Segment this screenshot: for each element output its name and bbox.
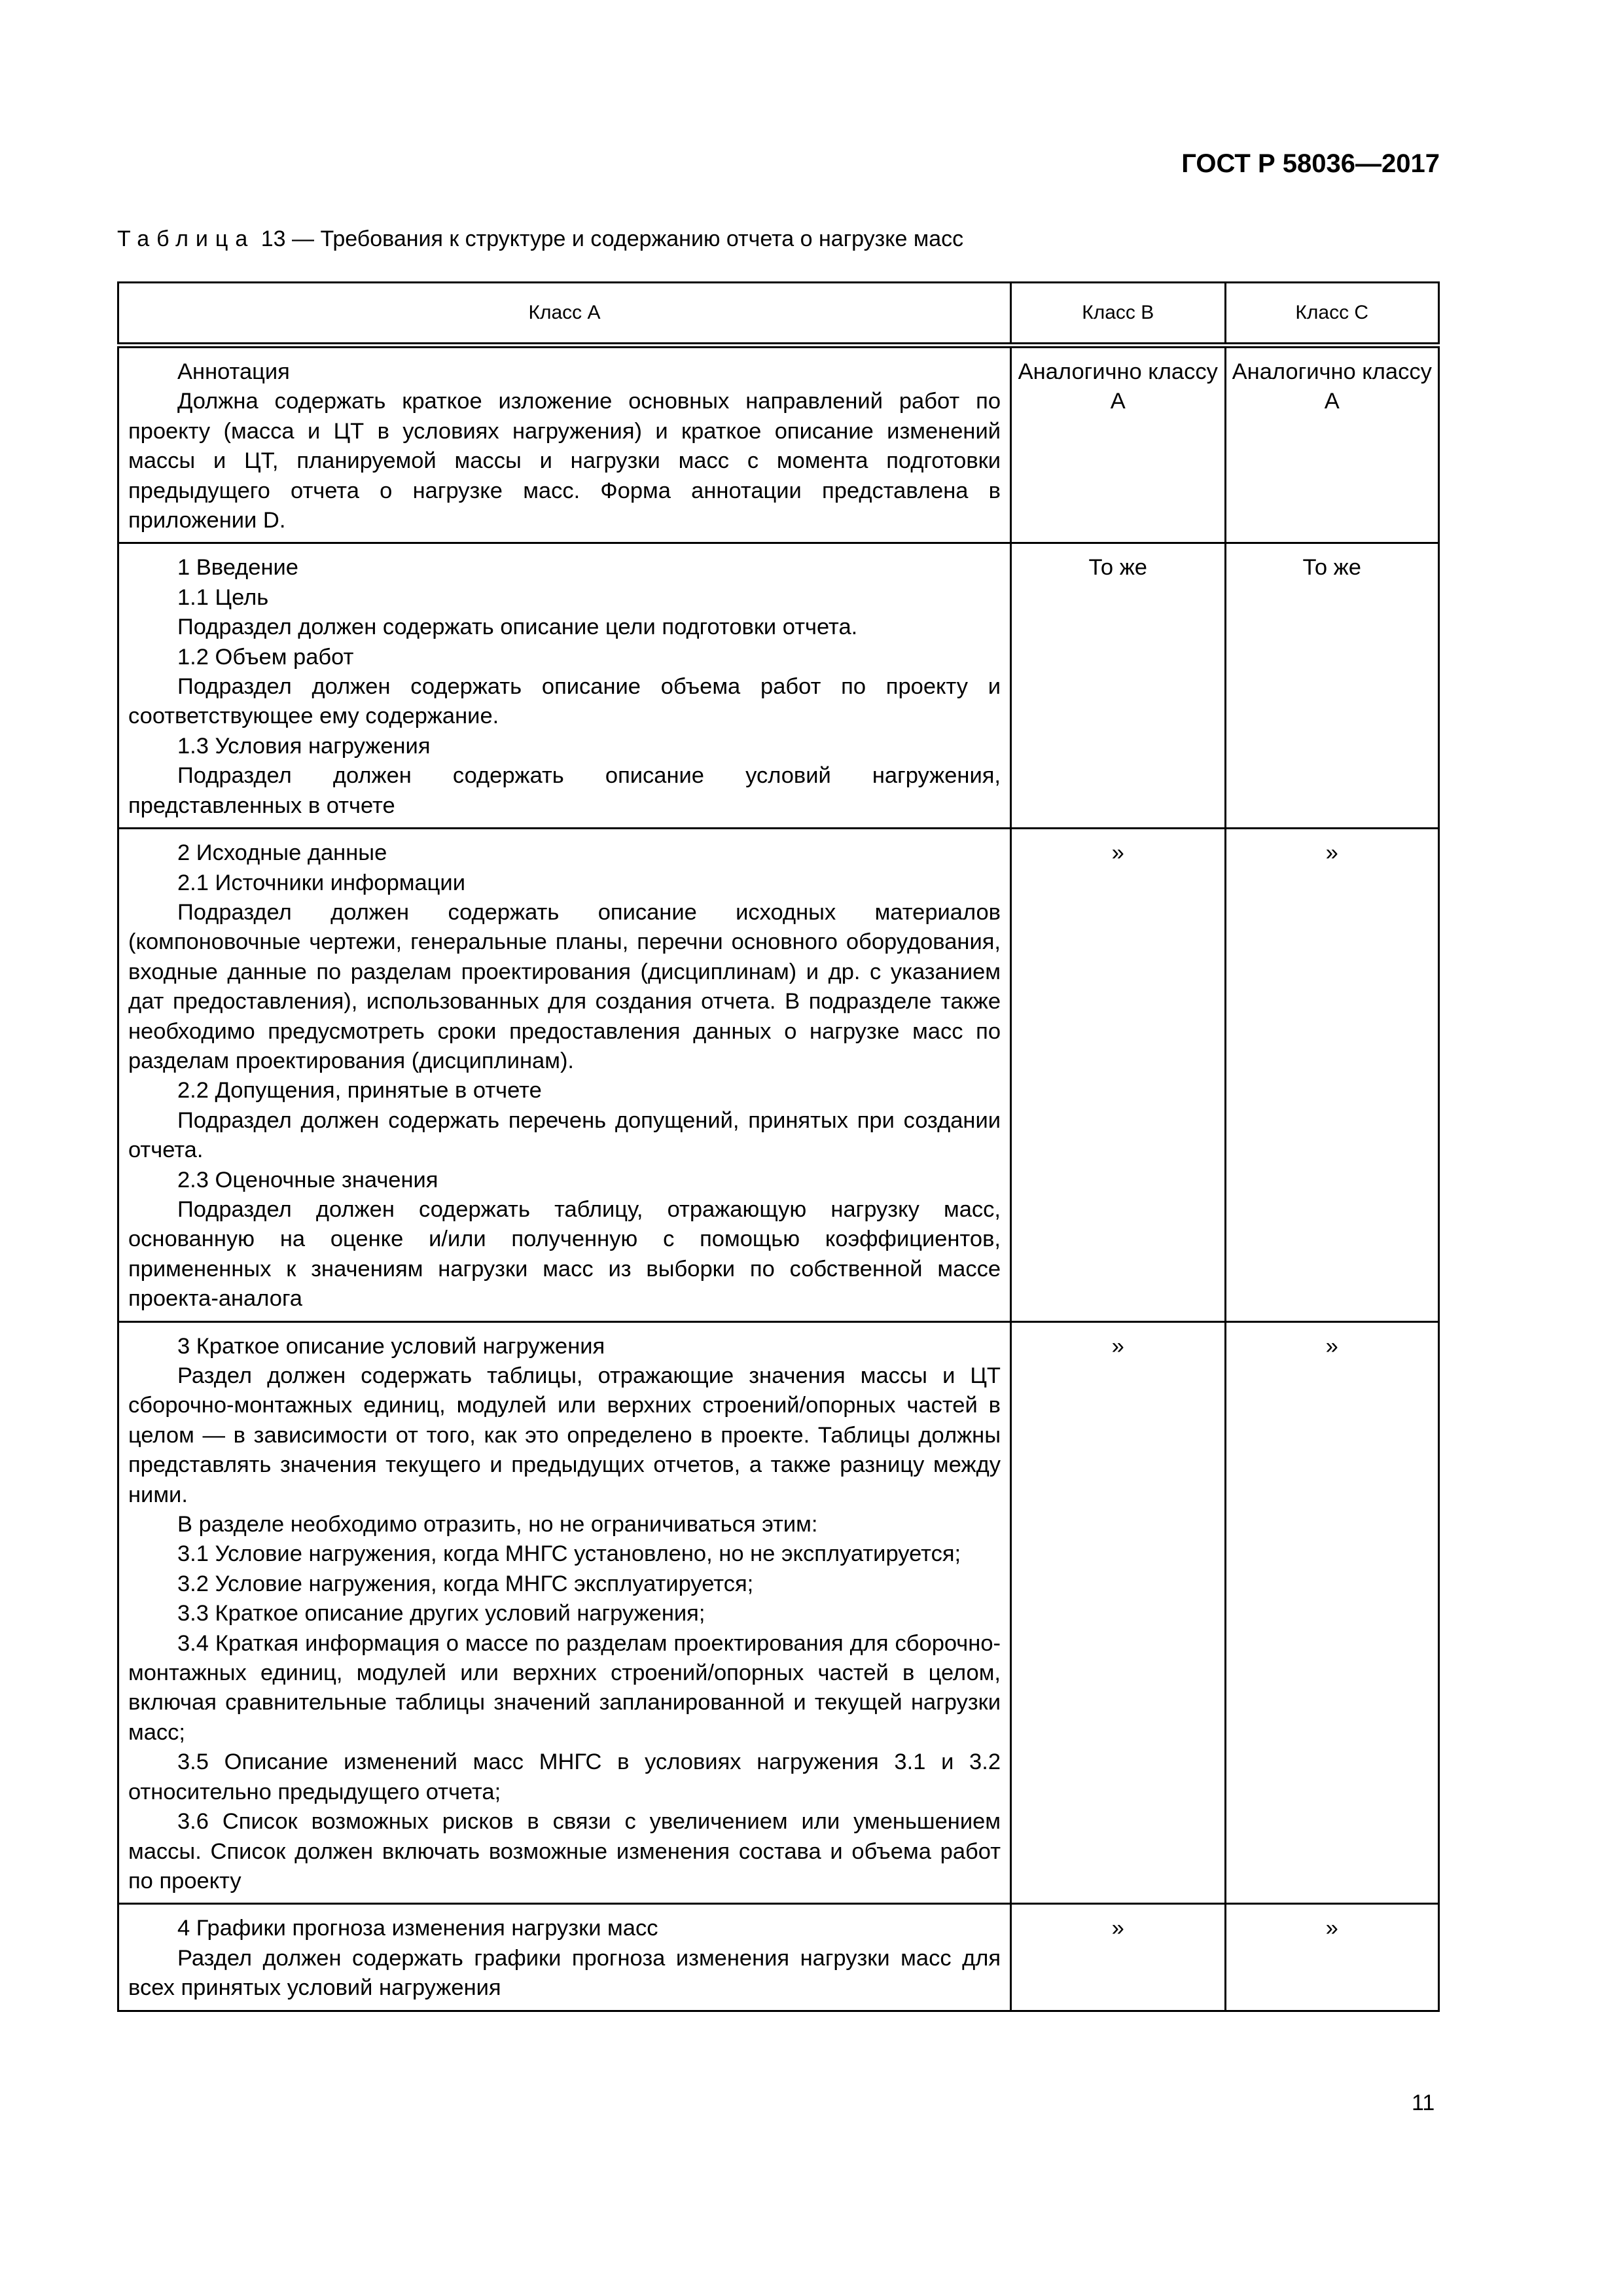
table-caption-word: Таблица <box>117 226 255 251</box>
class-c-cell: » <box>1225 1321 1439 1904</box>
class-a-cell <box>118 346 1011 543</box>
paragraph: В разделе необходимо отразить, но не ограничиваться этим: <box>177 1512 818 1537</box>
header-class-a: Класс А <box>118 283 1011 346</box>
paragraph: Подраздел должен содержать перечень допущений, принятых при создании отчета. <box>128 1107 1001 1163</box>
paragraph: 2 Исходные данные <box>177 840 387 866</box>
class-a-cell <box>118 1904 1011 2011</box>
paragraph: 1.3 Условия нагружения <box>177 733 431 759</box>
class-b-cell: То же <box>1011 543 1225 829</box>
class-c-cell: » <box>1225 1904 1439 2011</box>
paragraph: 1 Введение <box>177 555 298 581</box>
paragraph: Подраздел должен содержать описание цели подготовки отчета. <box>177 615 858 640</box>
paragraph: 3.1 Условие нагружения, когда МНГС установлено, но не эксплуатируется; <box>177 1541 961 1567</box>
paragraph: Должна содержать краткое изложение основных направлений работ по проекту (масса и ЦТ в условиях нагружения) и краткое описание изменений массы и ЦТ, планируемой массы и нагрузки масс с момента подготовки предыдущего отчета о нагрузке масс. Форма аннотации представлена в приложении D. <box>128 389 1001 533</box>
paragraph: 2.1 Источники информации <box>177 870 465 895</box>
paragraph: Раздел должен содержать таблицы, отражающие значения массы и ЦТ сборочно-монтажных единиц, модулей или верхних строений/опорных частей в целом — в зависимости от того, как это определено в проекте. Таблицы должны представлять значения текущего и предыдущих отчетов, а также разницу между ними. <box>128 1363 1001 1507</box>
class-c-cell: Аналогично классу А <box>1225 346 1439 543</box>
header-class-c: Класс С <box>1225 283 1439 346</box>
paragraph: Подраздел должен содержать описание объема работ по проекту и соответствующее ему содержание. <box>128 674 1001 729</box>
table-row <box>118 1321 1439 1904</box>
table-row <box>118 829 1439 1322</box>
paragraph: 4 Графики прогноза изменения нагрузки масс <box>177 1916 658 1941</box>
paragraph: Аннотация <box>177 359 290 384</box>
class-c-cell: То же <box>1225 543 1439 829</box>
class-a-cell <box>118 543 1011 829</box>
table-caption <box>117 226 963 252</box>
paragraph: 1.1 Цель <box>177 584 269 610</box>
class-a-cell <box>118 1321 1011 1904</box>
table-caption-title: 13 — Требования к структуре и содержанию отчета о нагрузке масс <box>255 226 964 251</box>
paragraph: 3 Краткое описание условий нагружения <box>177 1333 605 1359</box>
page-number: 11 <box>1412 2090 1435 2115</box>
document-code: ГОСТ Р 58036—2017 <box>1181 149 1440 178</box>
paragraph: 3.3 Краткое описание других условий нагружения; <box>177 1601 705 1626</box>
table-header-row <box>118 283 1439 346</box>
table-row <box>118 543 1439 829</box>
paragraph: Подраздел должен содержать описание исходных материалов (компоновочные чертежи, генеральные планы, перечни основного оборудования, входные данные по разделам проектирования (дисциплинам) и др. с указанием дат предоставления), использованных для создания отчета. В подразделе также необходимо предусмотреть сроки предоставления данных о нагрузке масс по разделам проектирования (дисциплинам). <box>128 899 1001 1073</box>
header-class-b: Класс В <box>1011 283 1225 346</box>
class-b-cell: » <box>1011 829 1225 1322</box>
paragraph: 3.4 Краткая информация о массе по разделам проектирования для сборочно-монтажных единиц, модулей или верхних строений/опорных частей в целом, включая сравнительные таблицы значений запланированной и текущей нагрузки масс; <box>128 1630 1001 1745</box>
class-a-cell <box>118 829 1011 1322</box>
table-row <box>118 1904 1439 2011</box>
class-b-cell: » <box>1011 1904 1225 2011</box>
paragraph: 3.6 Список возможных рисков в связи с увеличением или уменьшением массы. Список должен включать возможные изменения состава и объема работ по проекту <box>128 1809 1001 1893</box>
paragraph: Раздел должен содержать графики прогноза изменения нагрузки масс для всех принятых условий нагружения <box>128 1945 1001 2001</box>
paragraph: 2.3 Оценочные значения <box>177 1167 438 1193</box>
paragraph: Подраздел должен содержать таблицу, отражающую нагрузку масс, основанную на оценке и/или полученную с помощью коэффициентов, примененных к значениям нагрузки масс из выборки по собственной массе проекта-аналога <box>128 1196 1001 1312</box>
paragraph: 1.2 Объем работ <box>177 644 354 670</box>
paragraph: Подраздел должен содержать описание условий нагружения, представленных в отчете <box>128 763 1001 818</box>
class-b-cell: » <box>1011 1321 1225 1904</box>
class-c-cell: » <box>1225 829 1439 1322</box>
paragraph: 2.2 Допущения, принятые в отчете <box>177 1078 542 1103</box>
class-b-cell: Аналогично классу А <box>1011 346 1225 543</box>
paragraph: 3.5 Описание изменений масс МНГС в условиях нагружения 3.1 и 3.2 относительно предыдущего отчета; <box>128 1749 1001 1804</box>
requirements-table <box>117 281 1440 2012</box>
paragraph: 3.2 Условие нагружения, когда МНГС эксплуатируется; <box>177 1571 754 1596</box>
table-row <box>118 346 1439 543</box>
